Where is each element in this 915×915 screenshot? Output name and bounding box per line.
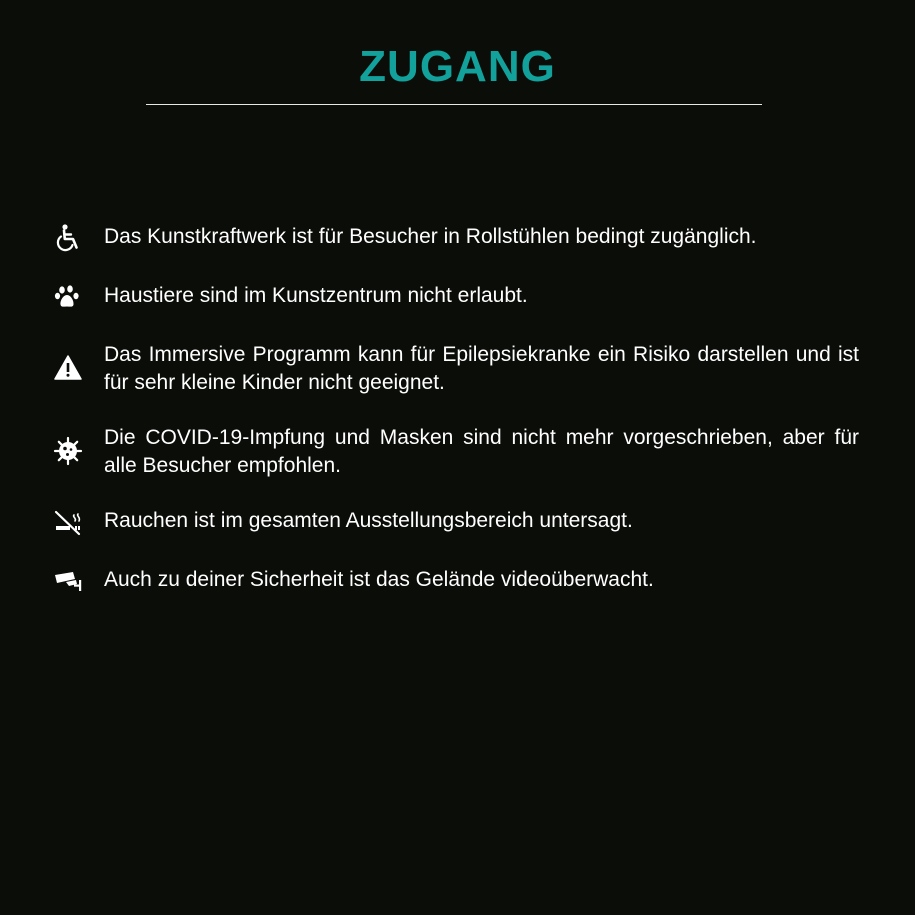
list-item <box>52 506 859 538</box>
item-text: Das Immersive Programm kann für Epilepsiekranke ein Risiko darstellen und ist für sehr kleine Kinder nicht geeignet. <box>104 343 859 394</box>
list-item <box>52 565 859 597</box>
warning-icon <box>52 352 84 384</box>
item-text: Rauchen ist im gesamten Ausstellungsbereich untersagt. <box>104 509 633 532</box>
paw-icon <box>52 281 84 313</box>
item-text: Das Kunstkraftwerk ist für Besucher in Rollstühlen bedingt zugänglich. <box>104 225 757 248</box>
title-divider <box>146 104 762 105</box>
item-text: Die COVID-19-Impfung und Masken sind nicht mehr vorgeschrieben, aber für alle Besucher empfohlen. <box>104 426 859 477</box>
no-smoking-icon <box>52 506 84 538</box>
wheelchair-icon <box>52 222 84 254</box>
list-item <box>52 423 859 480</box>
item-text: Haustiere sind im Kunstzentrum nicht erlaubt. <box>104 284 528 307</box>
item-text: Auch zu deiner Sicherheit ist das Gelände videoüberwacht. <box>104 568 654 591</box>
access-info-list <box>52 222 859 624</box>
list-item <box>52 340 859 397</box>
page-title: ZUGANG <box>359 42 556 91</box>
list-item <box>52 281 859 313</box>
cctv-camera-icon <box>52 565 84 597</box>
virus-icon <box>52 435 84 467</box>
list-item <box>52 222 859 254</box>
